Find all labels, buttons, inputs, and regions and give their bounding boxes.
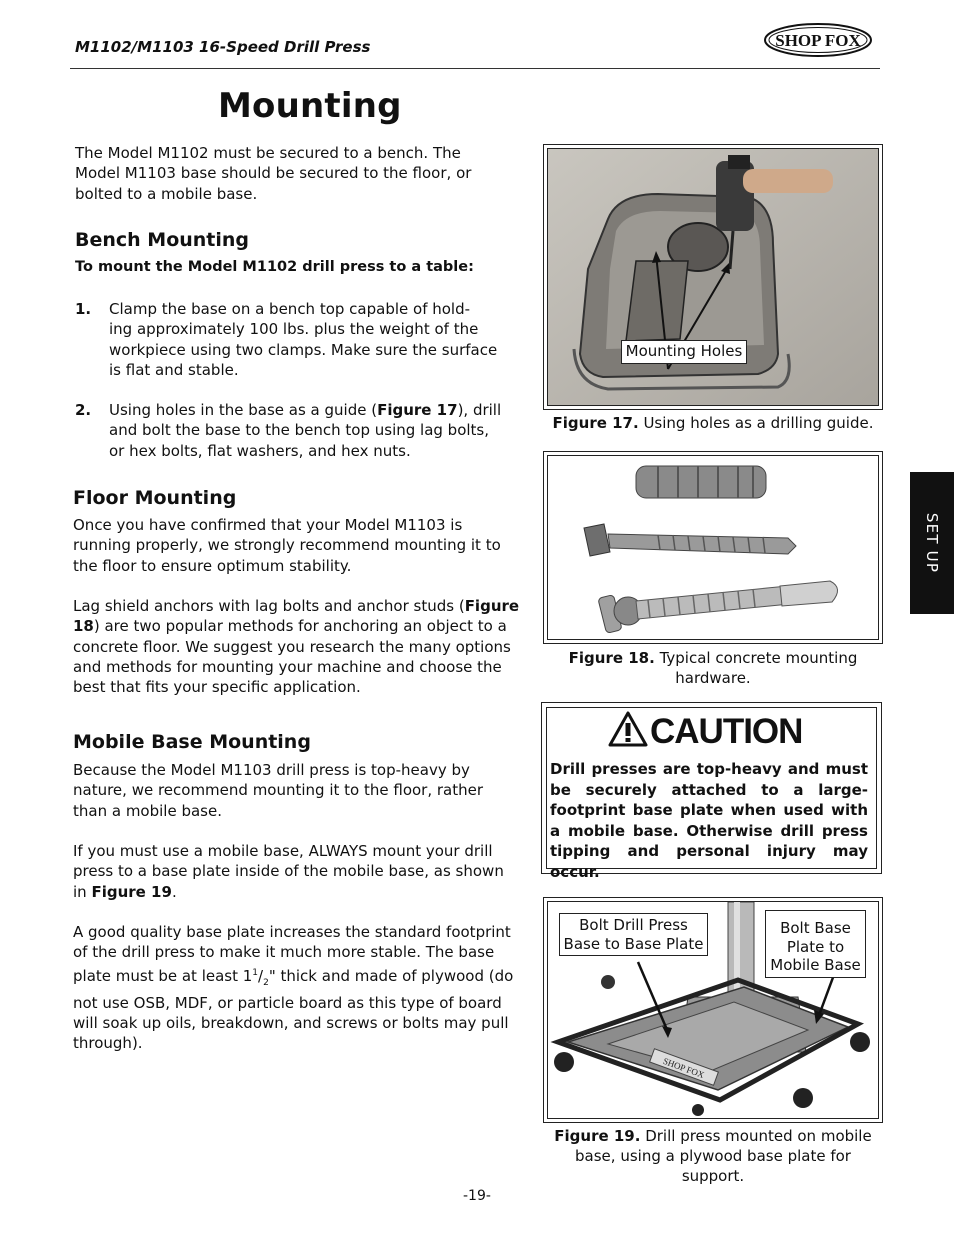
page-number: -19- bbox=[463, 1188, 491, 1204]
bench-mounting-subheading: To mount the Model M1102 drill press to a table: bbox=[75, 259, 474, 275]
warning-triangle-icon bbox=[608, 711, 648, 747]
figure-17-caption: Figure 17. Using holes as a drilling guide. bbox=[552, 414, 874, 432]
bench-steps-list bbox=[75, 299, 520, 469]
header-rule bbox=[70, 68, 880, 69]
floor-mounting-heading: Floor Mounting bbox=[73, 487, 237, 509]
figure-18-caption: Figure 18. Typical concrete mounting hardware. bbox=[568, 649, 858, 687]
mobile-paragraph-1: Because the Model M1103 drill press is top-heavy by nature, we recommend mounting it to the floor, rather than a mobile base. bbox=[73, 761, 484, 820]
floor-paragraph-1: Once you have confirmed that your Model M1103 is running properly, we strongly recommend mounting it to the floor to ensure optimum stability. bbox=[73, 516, 501, 575]
figure-18-frame bbox=[543, 451, 883, 644]
mobile-paragraph-3: A good quality base plate increases the standard footprint of the drill press to make it much more stable. The base plate must be at least $1^1/_2$" thick and made of plywood (do not use OSB, MDF, or particle board as this type of board will soak up oils, breakdown, and screws or bolts may pull through). bbox=[73, 923, 514, 1053]
figure-19-caption: Figure 19. Drill press mounted on mobile base, using a plywood base plate for support. bbox=[554, 1127, 872, 1185]
figure-reference: Figure 17 bbox=[377, 401, 458, 419]
svg-text:SHOP FOX: SHOP FOX bbox=[661, 1055, 706, 1080]
shop-fox-logo bbox=[763, 22, 873, 58]
intro-paragraph: The Model M1102 must be secured to a bench. The Model M1103 base should be secured to the floor, or bolted to a mobile base. bbox=[75, 144, 472, 203]
step-1-text: Clamp the base on a bench top capable of hold- ing approximately 100 lbs. plus the weight of the workpiece using two clamps. Make sure the surface is flat and stable. bbox=[109, 300, 498, 379]
figure-17-frame bbox=[543, 144, 883, 410]
step-2-text: Using holes in the base as a guide (Figure 17), drill and bolt the base to the bench top using lag bolts, or hex bolts, flat washers, and hex nuts. bbox=[109, 401, 502, 460]
section-tab-set-up bbox=[910, 472, 954, 614]
figure-17-photo bbox=[547, 148, 879, 406]
bench-mounting-heading: Bench Mounting bbox=[75, 229, 250, 251]
caution-text: Drill presses are top-heavy and must be securely attached to a large-footprint base plate when used with a mobile base. Otherwise drill press tipping and personal injury may occur. bbox=[550, 760, 868, 881]
figure-19-label-right: Bolt Base Plate to Mobile Base bbox=[765, 910, 866, 978]
figure-reference: Figure bbox=[464, 597, 520, 615]
step-number: 1. bbox=[75, 300, 92, 318]
document-title: M1102/M1103 16-Speed Drill Press bbox=[75, 38, 371, 56]
mobile-paragraph-2: If you must use a mobile base, ALWAYS mount your drill press to a base plate inside of the mobile base, as shown in Figure 19. bbox=[73, 842, 504, 901]
mobile-base-heading: Mobile Base Mounting bbox=[73, 731, 311, 753]
floor-paragraph-2: Lag shield anchors with lag bolts and anchor studs (Figure 18) are two popular methods for anchoring an object to a concrete floor. We suggest you research the many options and methods for mounting your machine and choose the best that fits your specific application. bbox=[73, 597, 520, 697]
caution-heading: CAUTION bbox=[650, 712, 803, 751]
figure-17-label: Mounting Holes bbox=[621, 340, 747, 364]
section-tab-label: SET UP bbox=[923, 512, 941, 574]
figure-reference: Figure 19 bbox=[91, 882, 172, 901]
figure-18-photo bbox=[547, 455, 879, 640]
step-number: 2. bbox=[75, 401, 92, 419]
figure-19-label-left: Bolt Drill Press Base to Base Plate bbox=[559, 913, 708, 956]
logo-text: SHOP FOX bbox=[775, 31, 861, 50]
page-title: Mounting bbox=[218, 86, 402, 126]
